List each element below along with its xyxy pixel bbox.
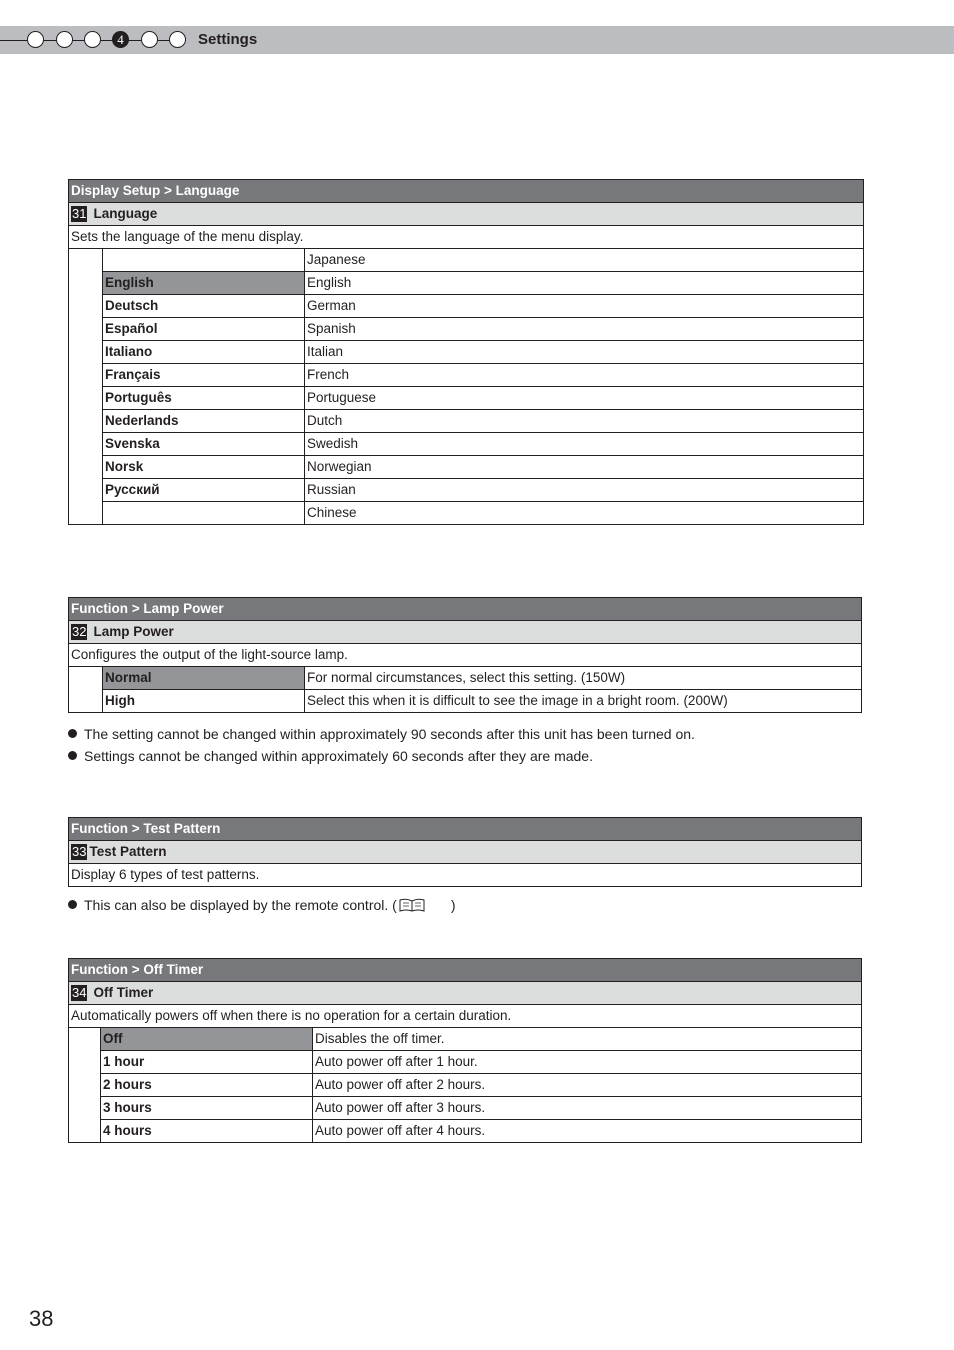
note-item: [68, 896, 456, 914]
option-label: Русский: [103, 479, 305, 502]
item-description: Automatically powers off when there is no operation for a certain duration.: [69, 1005, 862, 1028]
table-row: [69, 479, 864, 502]
option-label: Español: [103, 318, 305, 341]
table-row: [69, 456, 864, 479]
chapter-step-1: [27, 31, 44, 48]
option-label: Nederlands: [103, 410, 305, 433]
table-row: [69, 1097, 862, 1120]
item-name: Lamp Power: [93, 624, 174, 639]
chapter-step-6: [169, 31, 186, 48]
item-header: [69, 982, 862, 1005]
option-label: 2 hours: [101, 1074, 313, 1097]
item-description: Sets the language of the menu display.: [69, 226, 864, 249]
table-row: [69, 1074, 862, 1097]
option-label-selected: Normal: [103, 667, 305, 690]
bullet-icon: [68, 900, 77, 909]
item-number: 34: [72, 985, 87, 1000]
off-timer-section: [68, 958, 862, 1143]
option-label: Norsk: [103, 456, 305, 479]
table-row: [69, 502, 864, 525]
option-description: Japanese: [305, 249, 864, 272]
option-label: Deutsch: [103, 295, 305, 318]
item-name: Test Pattern: [89, 844, 167, 859]
option-description: Auto power off after 2 hours.: [313, 1074, 862, 1097]
item-number: 32: [72, 624, 87, 639]
option-description: German: [305, 295, 864, 318]
option-description: Norwegian: [305, 456, 864, 479]
option-label: 3 hours: [101, 1097, 313, 1120]
table-row: [69, 1120, 862, 1143]
option-label: 1 hour: [101, 1051, 313, 1074]
lamp-power-section: [68, 597, 862, 713]
option-label: [103, 249, 305, 272]
page-number: 38: [29, 1306, 54, 1331]
option-description: Chinese: [305, 502, 864, 525]
book-reference-icon: [399, 898, 425, 912]
option-description: Disables the off timer.: [313, 1028, 862, 1051]
option-label: [103, 502, 305, 525]
section-title: Display Setup > Language: [69, 180, 864, 203]
option-label: 4 hours: [101, 1120, 313, 1143]
table-row: [69, 433, 864, 456]
option-description: For normal circumstances, select this setting. (150W): [305, 667, 862, 690]
option-label: High: [103, 690, 305, 713]
table-row: [69, 318, 864, 341]
item-description: Configures the output of the light-source lamp.: [69, 644, 862, 667]
item-description: Display 6 types of test patterns.: [69, 864, 862, 887]
note-text: The setting cannot be changed within approximately 90 seconds after this unit has been turned on.: [84, 726, 695, 742]
option-description: Auto power off after 3 hours.: [313, 1097, 862, 1120]
note-text: This can also be displayed by the remote control. (: [84, 897, 397, 913]
table-row: [69, 249, 864, 272]
table-row: [69, 667, 862, 690]
bullet-icon: [68, 751, 77, 760]
bullet-icon: [68, 729, 77, 738]
table-row: [69, 341, 864, 364]
language-table: [68, 179, 864, 525]
section-title: Function > Lamp Power: [69, 598, 862, 621]
test-pattern-table: [68, 817, 862, 887]
chapter-title: Settings: [198, 31, 258, 48]
indent-cell: [69, 667, 103, 713]
indent-cell: [69, 1028, 101, 1143]
chapter-step-2: [56, 31, 73, 48]
option-label: Svenska: [103, 433, 305, 456]
option-label: Português: [103, 387, 305, 410]
option-label-selected: English: [103, 272, 305, 295]
option-description: Italian: [305, 341, 864, 364]
note-item: [68, 747, 593, 765]
option-label: Italiano: [103, 341, 305, 364]
table-row: [69, 690, 862, 713]
section-title: Function > Test Pattern: [69, 818, 862, 841]
chapter-step-3: [84, 31, 101, 48]
table-row: [69, 1051, 862, 1074]
item-number: 31: [72, 206, 87, 221]
table-row: [69, 1028, 862, 1051]
option-description: Russian: [305, 479, 864, 502]
option-label: Français: [103, 364, 305, 387]
table-row: [69, 295, 864, 318]
indent-cell: [69, 249, 103, 525]
note-item: [68, 725, 695, 743]
table-row: [69, 387, 864, 410]
language-section: [68, 179, 864, 525]
option-description: Auto power off after 1 hour.: [313, 1051, 862, 1074]
option-label-selected: Off: [101, 1028, 313, 1051]
option-description: Dutch: [305, 410, 864, 433]
note-text: Settings cannot be changed within approximately 60 seconds after they are made.: [84, 748, 593, 764]
table-row: [69, 410, 864, 433]
option-description: Portuguese: [305, 387, 864, 410]
test-pattern-section: [68, 817, 862, 887]
option-description: English: [305, 272, 864, 295]
section-title: Function > Off Timer: [69, 959, 862, 982]
option-description: Spanish: [305, 318, 864, 341]
item-number: 33: [72, 844, 87, 859]
off-timer-table: [68, 958, 862, 1143]
table-row: [69, 272, 864, 295]
table-row: [69, 364, 864, 387]
item-header: [69, 203, 864, 226]
note-text-end: ): [450, 897, 456, 913]
option-description: Swedish: [305, 433, 864, 456]
item-header: [69, 841, 862, 864]
option-description: French: [305, 364, 864, 387]
option-description: Select this when it is difficult to see the image in a bright room. (200W): [305, 690, 862, 713]
option-description: Auto power off after 4 hours.: [313, 1120, 862, 1143]
chapter-step-5: [141, 31, 158, 48]
item-header: [69, 621, 862, 644]
chapter-step-4-current: 4: [112, 31, 129, 48]
lamp-power-table: [68, 597, 862, 713]
item-name: Language: [93, 206, 158, 221]
item-name: Off Timer: [93, 985, 154, 1000]
